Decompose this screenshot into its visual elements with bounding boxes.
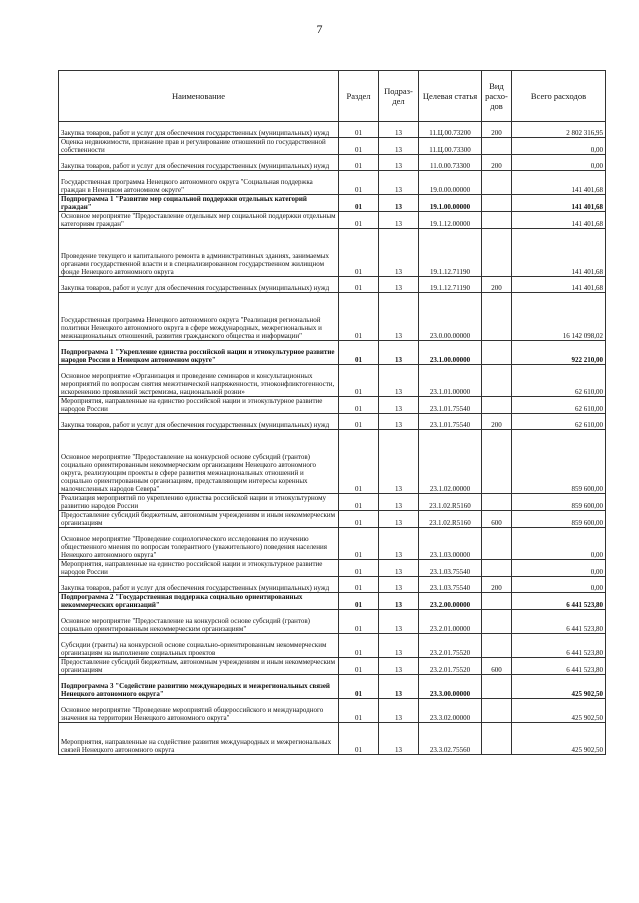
cell-name: Основное мероприятие "Проведение социологического исследования по изучению общественного мнения по вопросам толерантного (уважительного) поведения населения Ненецкого автономного округа" [59, 528, 339, 560]
cell-total: 922 210,00 [512, 341, 606, 365]
cell-subsection: 13 [379, 699, 419, 723]
cell-target: 19.1.12.00000 [419, 212, 482, 229]
cell-target: 11.Ц.00.73300 [419, 138, 482, 155]
cell-section: 01 [339, 560, 379, 577]
cell-kind [482, 195, 512, 212]
cell-section: 01 [339, 593, 379, 610]
header-kind: Вид расхо-дов [482, 71, 512, 122]
cell-name: Основное мероприятие «Организация и проведение семинаров и консультационных мероприятий по вопросам снятия межэтнической напряженности, этноконфликтогенности, искоренению проявлений экстремизма, национальной розни» [59, 365, 339, 397]
cell-section: 01 [339, 212, 379, 229]
cell-subsection: 13 [379, 610, 419, 634]
cell-kind: 600 [482, 511, 512, 528]
cell-kind [482, 560, 512, 577]
cell-total: 6 441 523,80 [512, 658, 606, 675]
cell-section: 01 [339, 528, 379, 560]
cell-name: Предоставление субсидий бюджетным, автономным учреждениям и иным некоммерческим организациям [59, 658, 339, 675]
cell-kind: 200 [482, 155, 512, 171]
cell-name: Закупка товаров, работ и услуг для обеспечения государственных (муниципальных) нужд [59, 414, 339, 430]
cell-kind [482, 675, 512, 699]
cell-total: 141 401,68 [512, 229, 606, 277]
header-section: Раздел [339, 71, 379, 122]
cell-subsection: 13 [379, 195, 419, 212]
table-row [59, 634, 606, 658]
cell-total: 859 600,00 [512, 430, 606, 494]
cell-subsection: 13 [379, 365, 419, 397]
cell-total: 62 610,00 [512, 365, 606, 397]
cell-section: 01 [339, 277, 379, 293]
cell-section: 01 [339, 397, 379, 414]
cell-kind: 200 [482, 577, 512, 593]
cell-kind [482, 293, 512, 341]
cell-subsection: 13 [379, 155, 419, 171]
cell-total: 141 401,68 [512, 277, 606, 293]
cell-subsection: 13 [379, 593, 419, 610]
table-row [59, 138, 606, 155]
cell-target: 23.1.01.00000 [419, 365, 482, 397]
table-row [59, 212, 606, 229]
cell-target: 23.3.00.00000 [419, 675, 482, 699]
cell-subsection: 13 [379, 397, 419, 414]
page-number: 7 [316, 22, 323, 36]
table-row [59, 494, 606, 511]
cell-total: 141 401,68 [512, 212, 606, 229]
cell-kind [482, 365, 512, 397]
cell-subsection: 13 [379, 341, 419, 365]
header-name: Наименование [59, 71, 339, 122]
cell-total: 425 902,50 [512, 699, 606, 723]
table-row [59, 155, 606, 171]
cell-name: Реализация мероприятий по укреплению единства российской нации и этнокультурному развитию народов России [59, 494, 339, 511]
cell-section: 01 [339, 494, 379, 511]
cell-section: 01 [339, 171, 379, 195]
cell-section: 01 [339, 658, 379, 675]
cell-name: Подпрограмма 3 "Содействие развитию международных и межрегиональных связей Ненецкого автономного округа" [59, 675, 339, 699]
table-row [59, 293, 606, 341]
cell-target: 23.3.02.75560 [419, 723, 482, 755]
table-row [59, 397, 606, 414]
cell-subsection: 13 [379, 138, 419, 155]
cell-kind: 200 [482, 414, 512, 430]
cell-target: 23.1.03.75540 [419, 560, 482, 577]
cell-target: 23.2.01.75520 [419, 658, 482, 675]
cell-name: Подпрограмма 1 "Развитие мер социальной поддержки отдельных категорий граждан" [59, 195, 339, 212]
cell-total: 425 902,50 [512, 723, 606, 755]
table-row [59, 699, 606, 723]
cell-subsection: 13 [379, 430, 419, 494]
cell-target: 23.3.02.00000 [419, 699, 482, 723]
table-row [59, 528, 606, 560]
cell-kind [482, 593, 512, 610]
table-row [59, 511, 606, 528]
cell-subsection: 13 [379, 122, 419, 138]
cell-target: 23.1.01.75540 [419, 397, 482, 414]
cell-name: Мероприятия, направленные на единство российской нации и этнокультурное развитие народов России [59, 560, 339, 577]
cell-target: 11.0.00.73300 [419, 155, 482, 171]
cell-name: Государственная программа Ненецкого автономного округа "Реализация региональной политики Ненецкого автономного округа в сфере международных, межрегиональных и межнациональных отношений, развития гражданского общества и информации" [59, 293, 339, 341]
cell-subsection: 13 [379, 560, 419, 577]
cell-subsection: 13 [379, 511, 419, 528]
table-row [59, 229, 606, 277]
cell-name: Предоставление субсидий бюджетным, автономным учреждениям и иным некоммерческим организациям [59, 511, 339, 528]
cell-subsection: 13 [379, 658, 419, 675]
cell-total: 141 401,68 [512, 171, 606, 195]
cell-name: Закупка товаров, работ и услуг для обеспечения государственных (муниципальных) нужд [59, 577, 339, 593]
cell-name: Закупка товаров, работ и услуг для обеспечения государственных (муниципальных) нужд [59, 277, 339, 293]
table-row [59, 560, 606, 577]
table-row [59, 593, 606, 610]
cell-kind [482, 171, 512, 195]
cell-name: Основное мероприятие "Предоставление на конкурсной основе субсидий (грантов) социально ориентированным некоммерческим организациям Ненецкого автономного округа, реализующим проекты в сфере развития межнациональных отношений и социально ориентированным организациям, представляющим интересы коренных малочисленных народов Севера" [59, 430, 339, 494]
cell-subsection: 13 [379, 212, 419, 229]
cell-target: 19.1.00.00000 [419, 195, 482, 212]
cell-name: Основное мероприятие "Предоставление отдельных мер социальной поддержки отдельным категориям граждан" [59, 212, 339, 229]
table-row [59, 610, 606, 634]
table-row [59, 675, 606, 699]
cell-target: 23.1.00.00000 [419, 341, 482, 365]
cell-subsection: 13 [379, 414, 419, 430]
cell-section: 01 [339, 195, 379, 212]
cell-total: 2 802 316,95 [512, 122, 606, 138]
cell-total: 6 441 523,80 [512, 634, 606, 658]
cell-name: Закупка товаров, работ и услуг для обеспечения государственных (муниципальных) нужд [59, 155, 339, 171]
table-row [59, 430, 606, 494]
cell-total: 0,00 [512, 577, 606, 593]
cell-name: Основное мероприятие "Проведение мероприятий общероссийского и международного значения на территории Ненецкого автономного округа" [59, 699, 339, 723]
cell-kind [482, 430, 512, 494]
cell-total: 859 600,00 [512, 511, 606, 528]
cell-section: 01 [339, 634, 379, 658]
cell-subsection: 13 [379, 171, 419, 195]
cell-name: Основное мероприятие "Предоставление на конкурсной основе субсидий (грантов) социально ориентированным некоммерческим организациям" [59, 610, 339, 634]
cell-section: 01 [339, 675, 379, 699]
cell-kind: 200 [482, 277, 512, 293]
cell-kind [482, 494, 512, 511]
cell-subsection: 13 [379, 577, 419, 593]
cell-target: 23.2.01.00000 [419, 610, 482, 634]
table-row [59, 122, 606, 138]
cell-target: 23.1.02.R5160 [419, 511, 482, 528]
cell-section: 01 [339, 577, 379, 593]
cell-name: Оценка недвижимости, признание прав и регулирование отношений по государственной собственности [59, 138, 339, 155]
cell-section: 01 [339, 430, 379, 494]
cell-total: 16 142 098,02 [512, 293, 606, 341]
cell-section: 01 [339, 723, 379, 755]
table-row [59, 658, 606, 675]
cell-section: 01 [339, 365, 379, 397]
cell-subsection: 13 [379, 528, 419, 560]
table-row [59, 414, 606, 430]
cell-section: 01 [339, 293, 379, 341]
cell-section: 01 [339, 138, 379, 155]
table-row [59, 723, 606, 755]
cell-target: 23.2.00.00000 [419, 593, 482, 610]
header-target: Целевая статья [419, 71, 482, 122]
header-total: Всего расходов [512, 71, 606, 122]
table-row [59, 195, 606, 212]
budget-table [58, 70, 606, 755]
cell-target: 19.0.00.00000 [419, 171, 482, 195]
cell-target: 23.1.02.R5160 [419, 494, 482, 511]
cell-total: 0,00 [512, 528, 606, 560]
cell-section: 01 [339, 341, 379, 365]
cell-subsection: 13 [379, 277, 419, 293]
cell-kind [482, 397, 512, 414]
cell-kind [482, 229, 512, 277]
cell-kind [482, 610, 512, 634]
cell-target: 23.1.01.75540 [419, 414, 482, 430]
cell-kind [482, 212, 512, 229]
cell-kind [482, 341, 512, 365]
cell-total: 62 610,00 [512, 414, 606, 430]
cell-total: 6 441 523,80 [512, 610, 606, 634]
table-row [59, 171, 606, 195]
cell-name: Подпрограмма 1 "Укрепление единства российской нации и этнокультурное развитие народов России в Ненецком автономном округе" [59, 341, 339, 365]
cell-target: 23.0.00.00000 [419, 293, 482, 341]
cell-name: Мероприятия, направленные на единство российской нации и этнокультурное развитие народов России [59, 397, 339, 414]
cell-target: 11.Ц.00.73200 [419, 122, 482, 138]
cell-kind: 200 [482, 122, 512, 138]
cell-section: 01 [339, 122, 379, 138]
cell-section: 01 [339, 414, 379, 430]
table-header-row [59, 71, 606, 122]
header-subsection: Подраз-дел [379, 71, 419, 122]
cell-kind [482, 528, 512, 560]
cell-name: Подпрограмма 2 "Государственная поддержка социально ориентированных некоммерческих организаций" [59, 593, 339, 610]
table-row [59, 577, 606, 593]
cell-section: 01 [339, 511, 379, 528]
cell-kind [482, 634, 512, 658]
cell-target: 23.2.01.75520 [419, 634, 482, 658]
cell-total: 0,00 [512, 155, 606, 171]
cell-section: 01 [339, 610, 379, 634]
cell-name: Мероприятия, направленные на содействие развития международных и межрегиональных связей Ненецкого автономного округа [59, 723, 339, 755]
cell-name: Закупка товаров, работ и услуг для обеспечения государственных (муниципальных) нужд [59, 122, 339, 138]
cell-target: 19.1.12.71190 [419, 229, 482, 277]
table-row [59, 341, 606, 365]
cell-kind [482, 723, 512, 755]
cell-subsection: 13 [379, 293, 419, 341]
cell-target: 23.1.02.00000 [419, 430, 482, 494]
cell-kind: 600 [482, 658, 512, 675]
cell-subsection: 13 [379, 494, 419, 511]
cell-target: 23.1.03.75540 [419, 577, 482, 593]
cell-target: 19.1.12.71190 [419, 277, 482, 293]
cell-subsection: 13 [379, 723, 419, 755]
cell-total: 425 902,50 [512, 675, 606, 699]
cell-kind [482, 138, 512, 155]
table-row [59, 277, 606, 293]
cell-total: 0,00 [512, 560, 606, 577]
cell-section: 01 [339, 155, 379, 171]
cell-total: 6 441 523,80 [512, 593, 606, 610]
cell-subsection: 13 [379, 634, 419, 658]
cell-kind [482, 699, 512, 723]
cell-section: 01 [339, 229, 379, 277]
cell-name: Субсидии (гранты) на конкурсной основе социально-ориентированным некоммерческим организациям на выполнение социальных проектов [59, 634, 339, 658]
cell-subsection: 13 [379, 675, 419, 699]
cell-total: 62 610,00 [512, 397, 606, 414]
cell-total: 141 401,68 [512, 195, 606, 212]
cell-name: Проведение текущего и капитального ремонта в административных зданиях, занимаемых органами государственной власти и в специализированном государственном жилищном фонде Ненецкого автономного округа [59, 229, 339, 277]
table-body [59, 122, 606, 755]
table-row [59, 365, 606, 397]
cell-target: 23.1.03.00000 [419, 528, 482, 560]
cell-name: Государственная программа Ненецкого автономного округа "Социальная поддержка граждан в Ненецком автономном округе" [59, 171, 339, 195]
cell-total: 859 600,00 [512, 494, 606, 511]
cell-section: 01 [339, 699, 379, 723]
cell-total: 0,00 [512, 138, 606, 155]
cell-subsection: 13 [379, 229, 419, 277]
